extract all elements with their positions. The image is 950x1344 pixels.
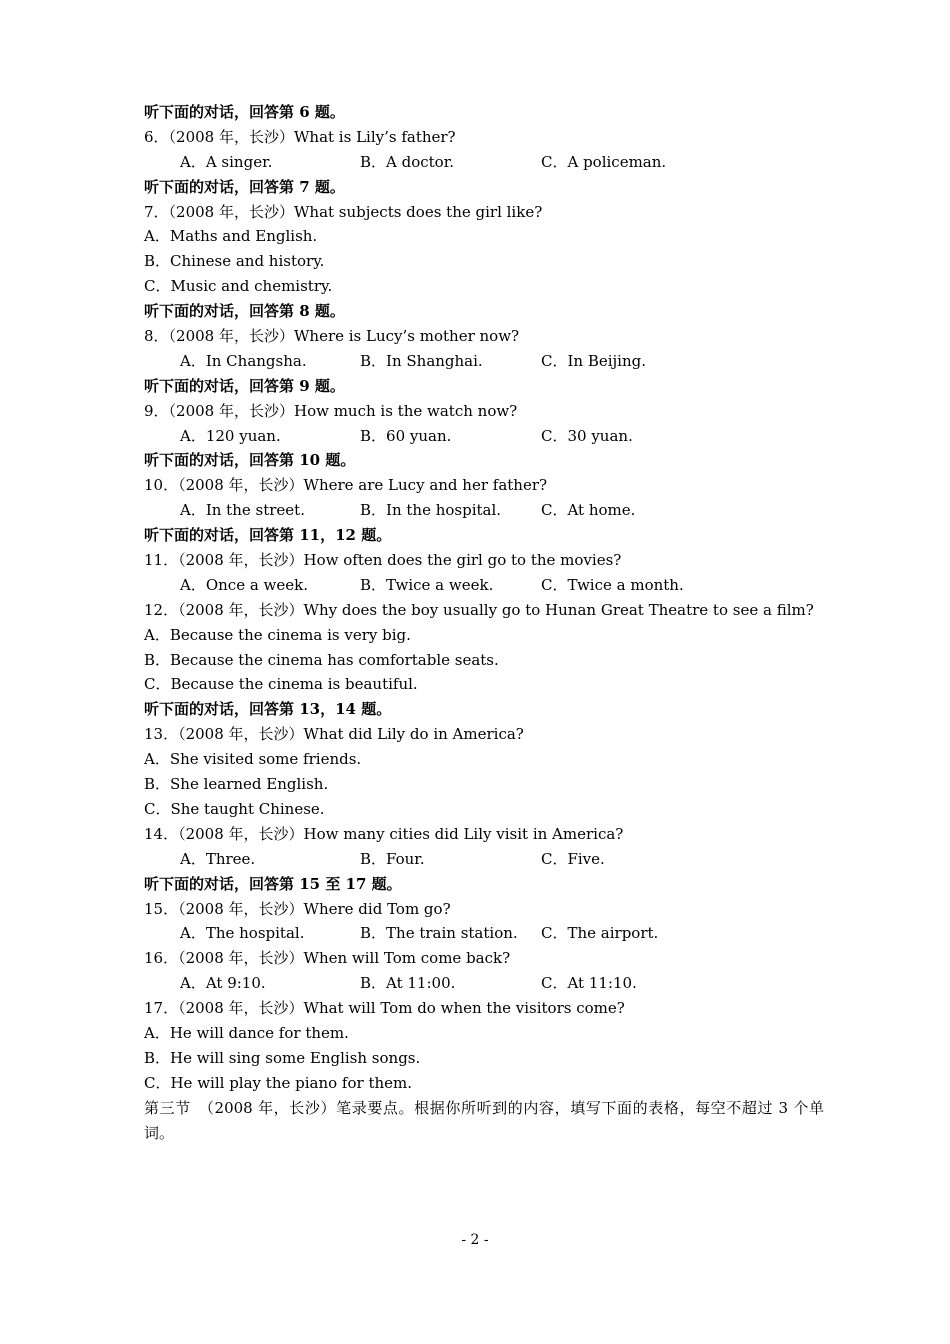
question-line: A．Maths and English. (144, 227, 318, 246)
option-b: B．At 11:00. (360, 974, 456, 993)
option-c: C．The airport. (541, 924, 659, 943)
options-row (144, 847, 824, 872)
document-page (144, 100, 824, 1145)
option-c: C．A policeman. (541, 152, 667, 171)
options-row (144, 921, 824, 946)
question-line: A．Because the cinema is very big. (144, 625, 411, 644)
option-a: A．Once a week. (180, 575, 308, 594)
options-row (144, 498, 824, 523)
question-list (144, 100, 824, 1096)
options-row (144, 424, 824, 449)
question-line: 8．（2008 年，长沙）Where is Lucy’s mother now? (144, 327, 520, 346)
option-c: C．30 yuan. (541, 426, 633, 445)
question-line: 10．（2008 年，长沙）Where are Lucy and her father? (144, 476, 548, 495)
option-c: C．At 11:10. (541, 974, 637, 993)
question-line: C．Because the cinema is beautiful. (144, 675, 418, 694)
question-line: 7．（2008 年，长沙）What subjects does the girl like? (144, 202, 543, 221)
option-b: B．A doctor. (360, 152, 455, 171)
options-row (144, 349, 824, 374)
section-header: 听下面的对话，回答第 8 题。 (144, 302, 345, 321)
section-header: 听下面的对话，回答第 6 题。 (144, 103, 345, 121)
question-line: C．She taught Chinese. (144, 799, 325, 818)
option-c: C．Twice a month. (541, 575, 684, 594)
question-line: C．Music and chemistry. (144, 277, 333, 296)
section-header: 听下面的对话，回答第 9 题。 (144, 376, 345, 395)
option-b: B．Twice a week. (360, 575, 494, 594)
question-line: B．She learned English. (144, 775, 329, 794)
option-b: B．In Shanghai. (360, 351, 483, 370)
option-b: B．In the hospital. (360, 501, 502, 520)
page-number: - 2 - (461, 1232, 489, 1248)
question-line: B．Because the cinema has comfortable seats. (144, 650, 499, 669)
option-a: A．In the street. (180, 501, 305, 520)
option-b: B．The train station. (360, 924, 518, 943)
section-header: 听下面的对话，回答第 15 至 17 题。 (144, 874, 402, 893)
question-line: B．He will sing some English songs. (144, 1048, 421, 1067)
question-line: 9．（2008 年，长沙）How much is the watch now? (144, 401, 518, 420)
question-line: 6．（2008 年，长沙）What is Lily’s father? (144, 127, 456, 146)
question-line: C．He will play the piano for them. (144, 1073, 413, 1092)
question-line: A．She visited some friends. (144, 750, 362, 769)
option-c: C．At home. (541, 501, 636, 520)
section-header: 听下面的对话，回答第 11，12 题。 (144, 526, 392, 545)
options-row (144, 150, 824, 175)
option-a: A．In Changsha. (180, 351, 307, 370)
option-b: B．60 yuan. (360, 426, 452, 445)
option-a: A．A singer. (180, 152, 273, 171)
question-line: 13．（2008 年，长沙）What did Lily do in America? (144, 725, 524, 744)
option-a: A．Three. (180, 849, 256, 868)
section-header: 听下面的对话，回答第 13，14 题。 (144, 700, 392, 719)
option-b: B．Four. (360, 849, 425, 868)
options-row (144, 573, 824, 598)
question-line: A．He will dance for them. (144, 1023, 349, 1042)
section-header: 听下面的对话，回答第 7 题。 (144, 177, 345, 196)
section-three-instruction: 第三节 （2008 年，长沙）笔录要点。根据你所听到的内容，填写下面的表格，每空不超过 3 个单词。 (144, 1098, 824, 1142)
question-line: 11．（2008 年，长沙）How often does the girl go to the movies? (144, 551, 622, 570)
question-line: 12．（2008 年，长沙）Why does the boy usually go to Hunan Great Theatre to see a film? (144, 600, 814, 619)
question-line: 14．（2008 年，长沙）How many cities did Lily visit in America? (144, 824, 624, 843)
question-line: 16．（2008 年，长沙）When will Tom come back? (144, 949, 511, 968)
option-a: A．At 9:10. (180, 974, 266, 993)
option-a: A．The hospital. (180, 924, 305, 943)
option-c: C．In Beijing. (541, 351, 647, 370)
question-line: 17．（2008 年，长沙）What will Tom do when the visitors come? (144, 999, 625, 1018)
options-row (144, 971, 824, 996)
question-line: B．Chinese and history. (144, 252, 325, 271)
option-c: C．Five. (541, 849, 605, 868)
section-header: 听下面的对话，回答第 10 题。 (144, 451, 356, 470)
question-line: 15．（2008 年，长沙）Where did Tom go? (144, 899, 451, 918)
option-a: A．120 yuan. (180, 426, 281, 445)
